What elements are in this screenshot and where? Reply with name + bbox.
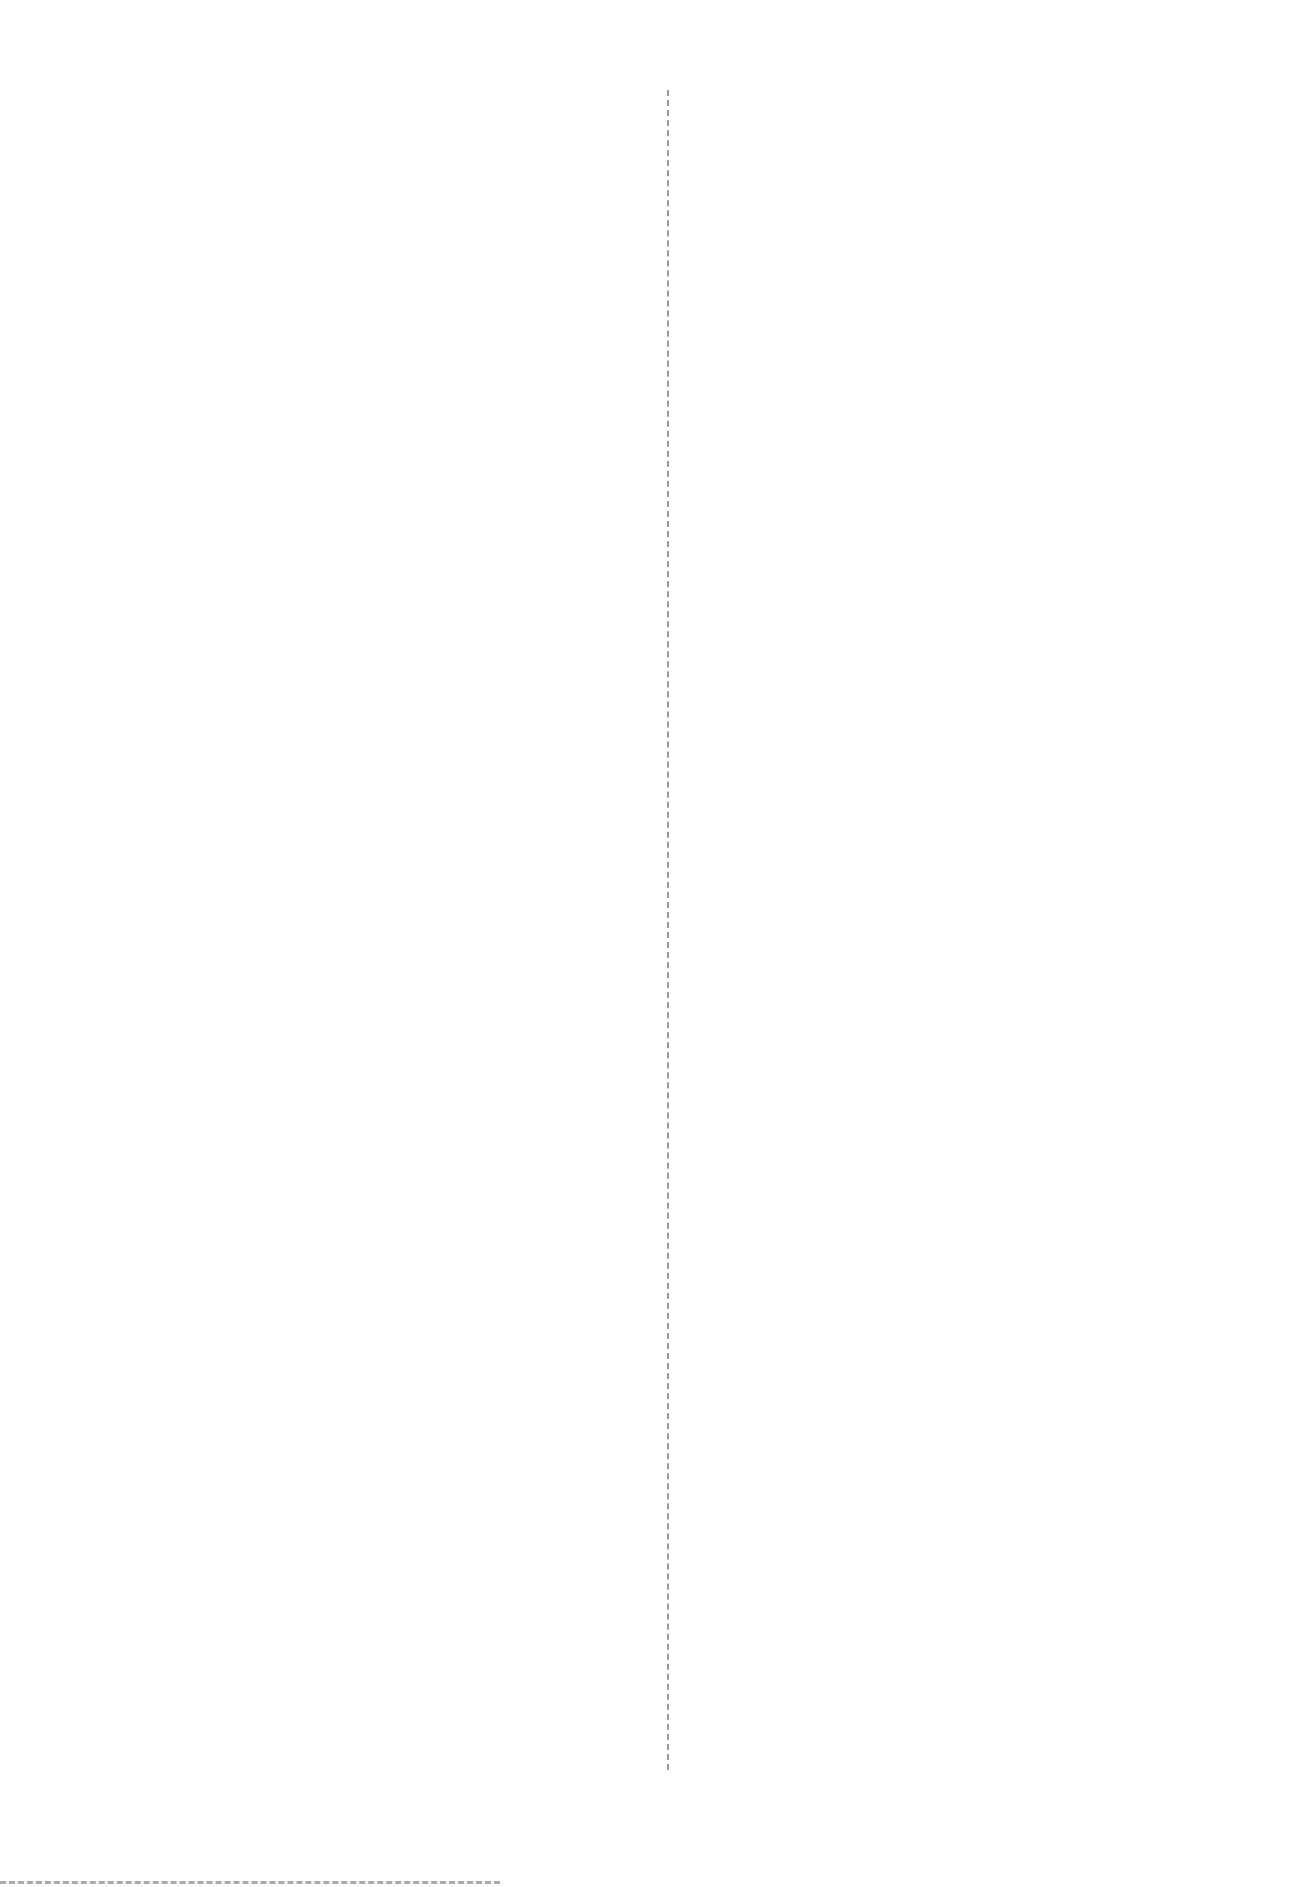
page-footer-rule <box>0 1881 500 1887</box>
column-divider <box>667 90 669 1770</box>
